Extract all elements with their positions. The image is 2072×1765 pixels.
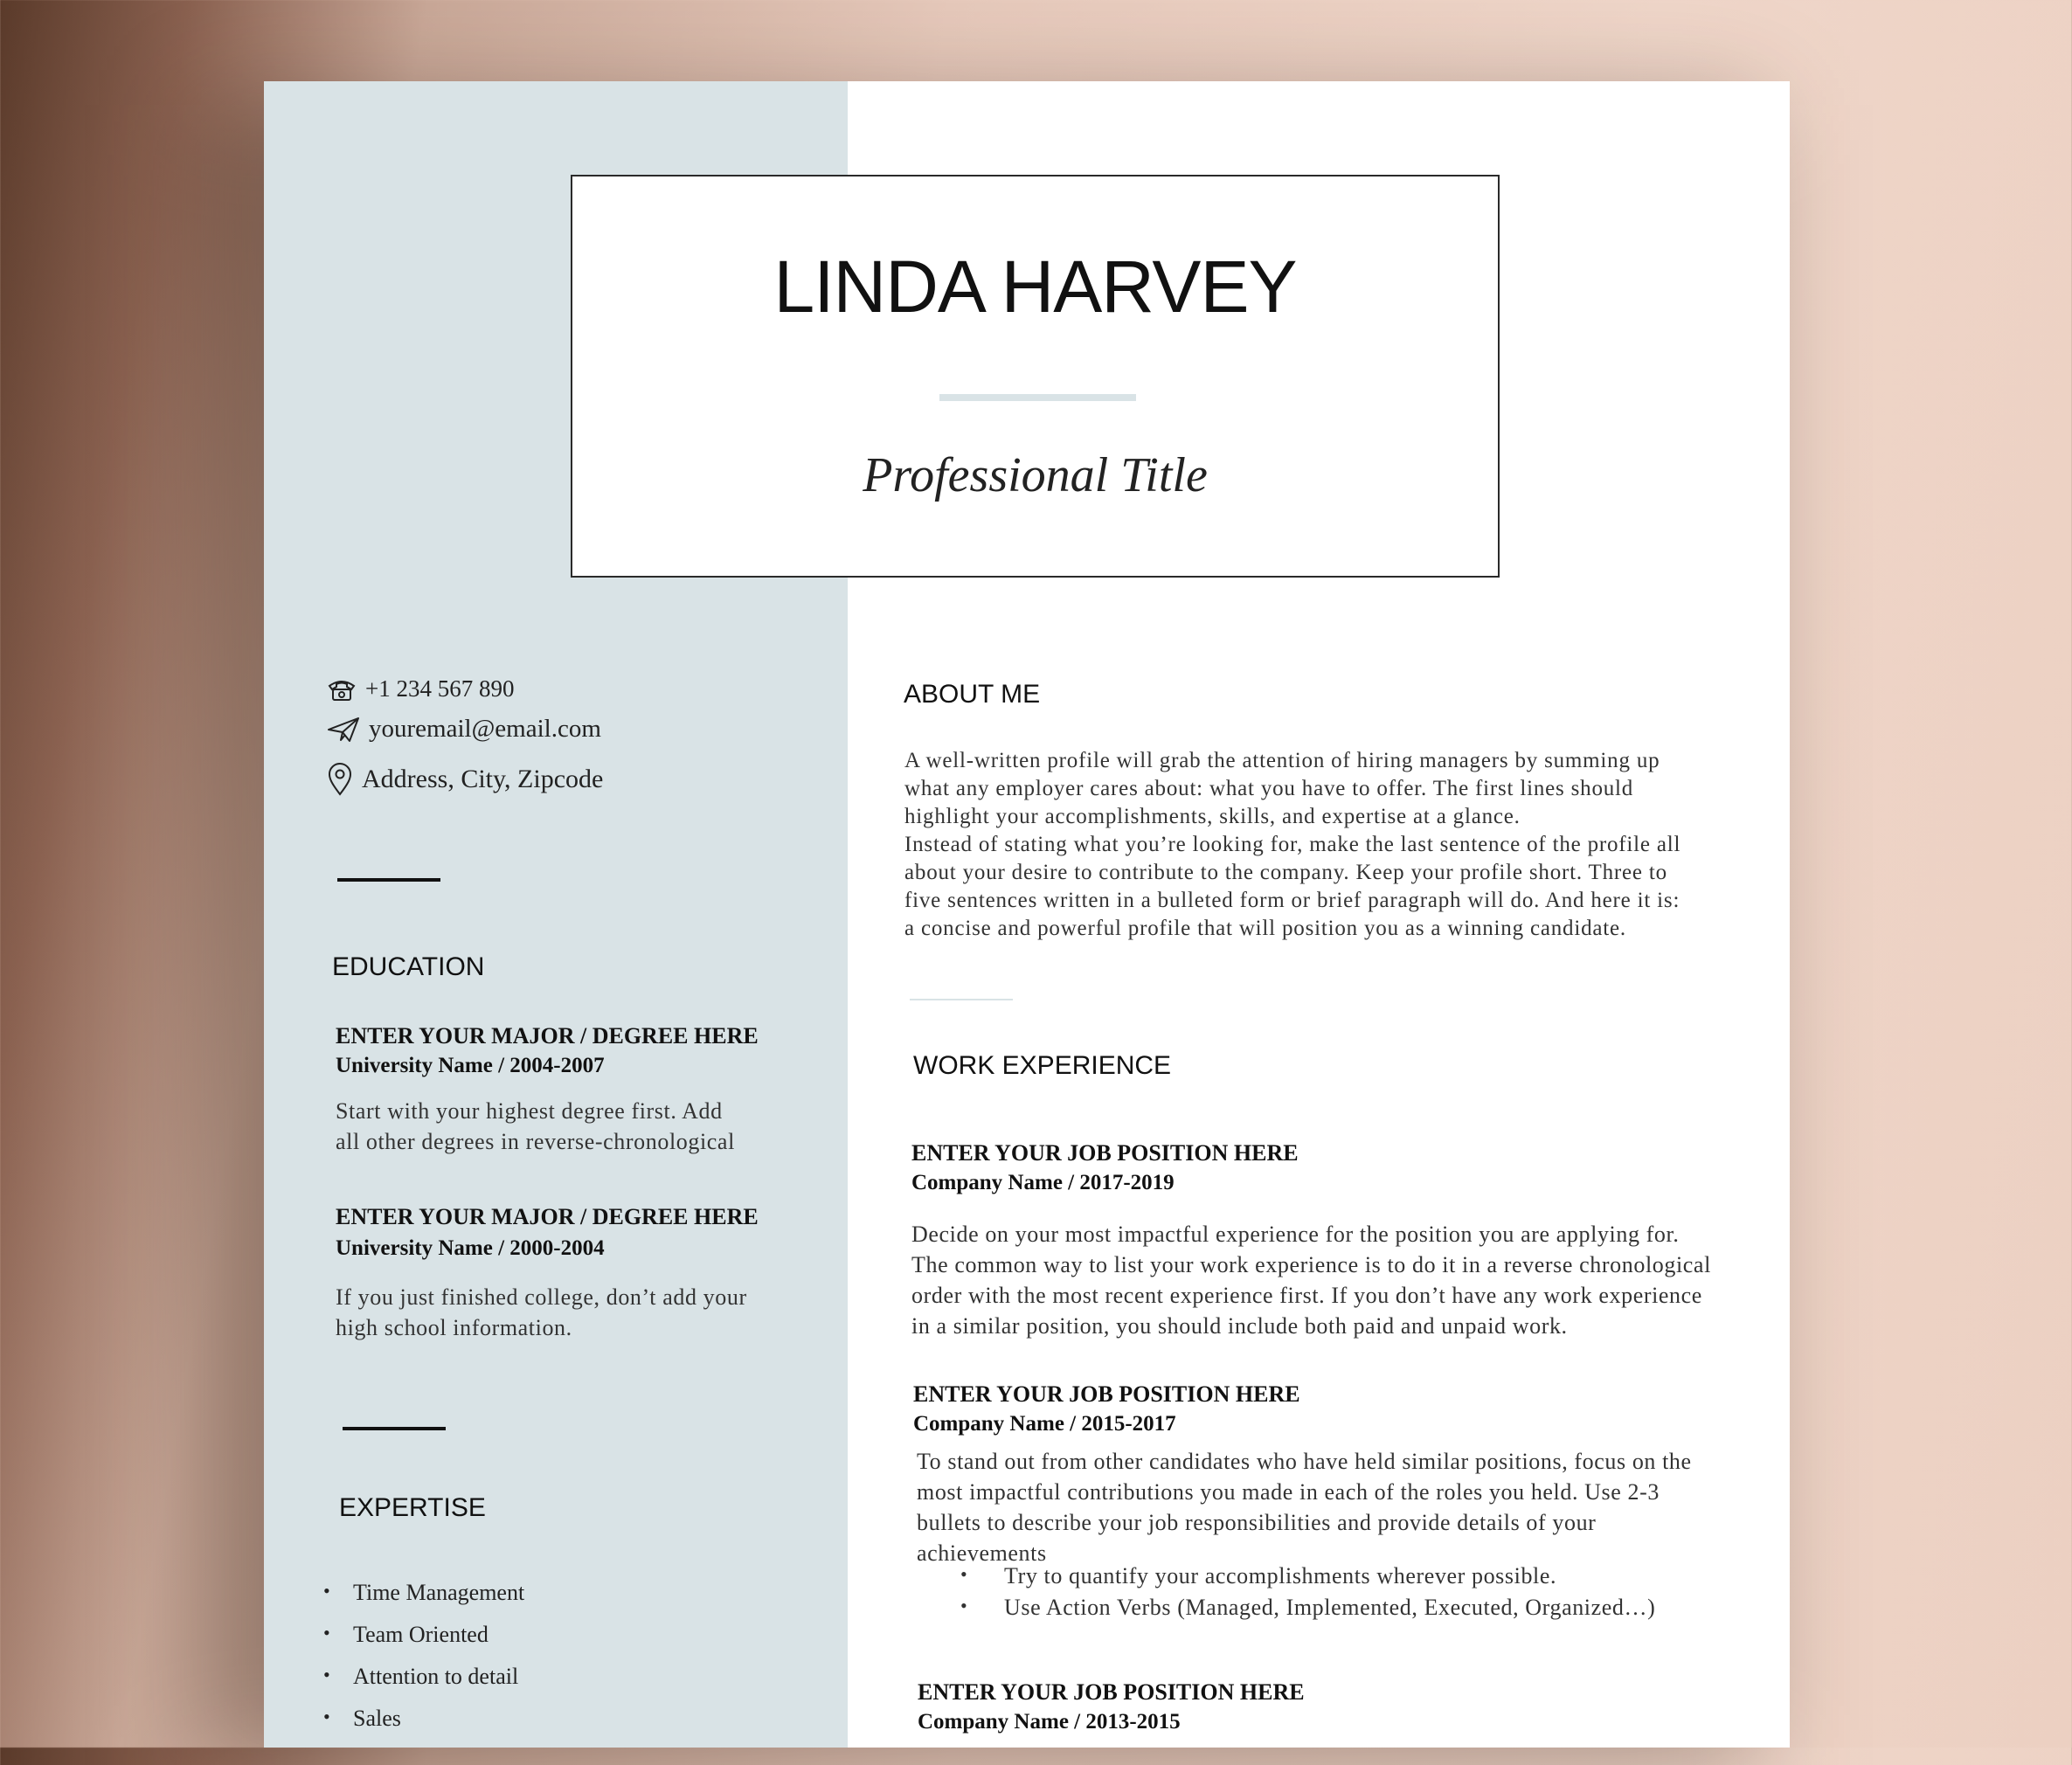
- skill-text: Time Management: [353, 1580, 525, 1605]
- list-item: • Use Action Verbs (Managed, Implemented, Executed, Organized…): [960, 1595, 1655, 1626]
- education-heading: EDUCATION: [332, 952, 485, 981]
- text-line: Start with your highest degree first. Add: [336, 1098, 723, 1124]
- professional-title: Professional Title: [863, 448, 1208, 502]
- text-line: a concise and powerful profile that will position you as a winning candidate.: [904, 917, 1626, 940]
- name-box: [571, 175, 1500, 578]
- telephone-icon: [327, 676, 357, 703]
- about-divider: [910, 999, 1013, 1000]
- text-line: Decide on your most impactful experience for the position you are applying for.: [911, 1222, 1680, 1247]
- text-line: order with the most recent experience first. If you don’t have any work experience: [911, 1283, 1702, 1308]
- full-name: LINDA HARVEY: [773, 246, 1297, 328]
- job-desc-2: [917, 1446, 1725, 1568]
- education-school-2: University Name / 2000-2004: [336, 1236, 605, 1260]
- education-degree-2: ENTER YOUR MAJOR / DEGREE HERE: [336, 1204, 759, 1229]
- education-desc-1: [336, 1096, 768, 1157]
- skill-text: Sales: [353, 1706, 401, 1731]
- job-bullets-2: [960, 1563, 1655, 1626]
- text-line: highlight your accomplishments, skills, and expertise at a glance.: [904, 805, 1521, 828]
- list-item: • Sales: [323, 1706, 401, 1731]
- job-position-2: ENTER YOUR JOB POSITION HERE: [913, 1381, 1300, 1407]
- text-line: in a similar position, you should include both paid and unpaid work.: [911, 1313, 1568, 1339]
- resume-page: [264, 81, 1790, 1748]
- skill-text: Attention to detail: [353, 1664, 519, 1689]
- list-item: • Time Management: [323, 1580, 525, 1605]
- education-desc-2: [336, 1282, 773, 1343]
- contact-address: [327, 763, 603, 796]
- text-line: To stand out from other candidates who have held similar positions, focus on the: [917, 1449, 1692, 1474]
- text-line: five sentences written in a bulleted form or brief paragraph will do. And here it is:: [904, 889, 1680, 912]
- text-line: all other degrees in reverse-chronological: [336, 1129, 735, 1154]
- bullet-text: Try to quantify your accomplishments wherever possible.: [1004, 1563, 1557, 1588]
- education-degree-1: ENTER YOUR MAJOR / DEGREE HERE: [336, 1023, 759, 1049]
- job-company-1: Company Name / 2017-2019: [911, 1171, 1175, 1194]
- contact-phone: [327, 675, 514, 703]
- list-item: • Team Oriented: [323, 1622, 489, 1647]
- paper-plane-icon: [327, 716, 360, 744]
- job-position-3: ENTER YOUR JOB POSITION HERE: [918, 1679, 1305, 1705]
- text-line: most impactful contributions you made in each of the roles you held. Use 2-3: [917, 1479, 1660, 1505]
- text-line: about your desire to contribute to the company. Keep your profile short. Three to: [904, 861, 1667, 884]
- job-company-2: Company Name / 2015-2017: [913, 1412, 1176, 1436]
- email-text: youremail@email.com: [369, 715, 601, 743]
- phone-text: +1 234 567 890: [365, 675, 515, 702]
- list-item: • Try to quantify your accomplishments wherever possible.: [960, 1563, 1655, 1595]
- text-line: high school information.: [336, 1315, 572, 1340]
- job-position-1: ENTER YOUR JOB POSITION HERE: [911, 1140, 1299, 1166]
- job-company-3: Company Name / 2013-2015: [918, 1710, 1181, 1734]
- text-line: The common way to list your work experience is to do it in a reverse chronological: [911, 1252, 1711, 1277]
- location-pin-icon: [327, 763, 353, 796]
- skill-text: Team Oriented: [353, 1622, 489, 1647]
- about-heading: ABOUT ME: [904, 680, 1041, 709]
- education-school-1: University Name / 2004-2007: [336, 1054, 605, 1077]
- text-line: Instead of stating what you’re looking for, make the last sentence of the profile all: [904, 833, 1681, 856]
- address-text: Address, City, Zipcode: [362, 765, 604, 793]
- contact-email: [327, 715, 601, 744]
- list-item: • Attention to detail: [323, 1664, 519, 1689]
- education-divider: [343, 1427, 446, 1430]
- name-divider: [939, 394, 1136, 401]
- text-line: bullets to describe your job responsibilities and provide details of your: [917, 1510, 1597, 1535]
- expertise-list: [323, 1580, 524, 1748]
- bullet-text: Use Action Verbs (Managed, Implemented, Executed, Organized…): [1004, 1595, 1656, 1620]
- about-text: [904, 747, 1743, 943]
- text-line: achievements: [917, 1540, 1047, 1566]
- contact-divider: [337, 878, 440, 882]
- text-line: A well-written profile will grab the attention of hiring managers by summing up: [904, 749, 1660, 772]
- text-line: If you just finished college, don’t add your: [336, 1284, 747, 1310]
- job-desc-1: [911, 1219, 1730, 1341]
- expertise-heading: EXPERTISE: [339, 1493, 486, 1522]
- work-heading: WORK EXPERIENCE: [913, 1051, 1172, 1080]
- text-line: what any employer cares about: what you have to offer. The first lines should: [904, 777, 1634, 800]
